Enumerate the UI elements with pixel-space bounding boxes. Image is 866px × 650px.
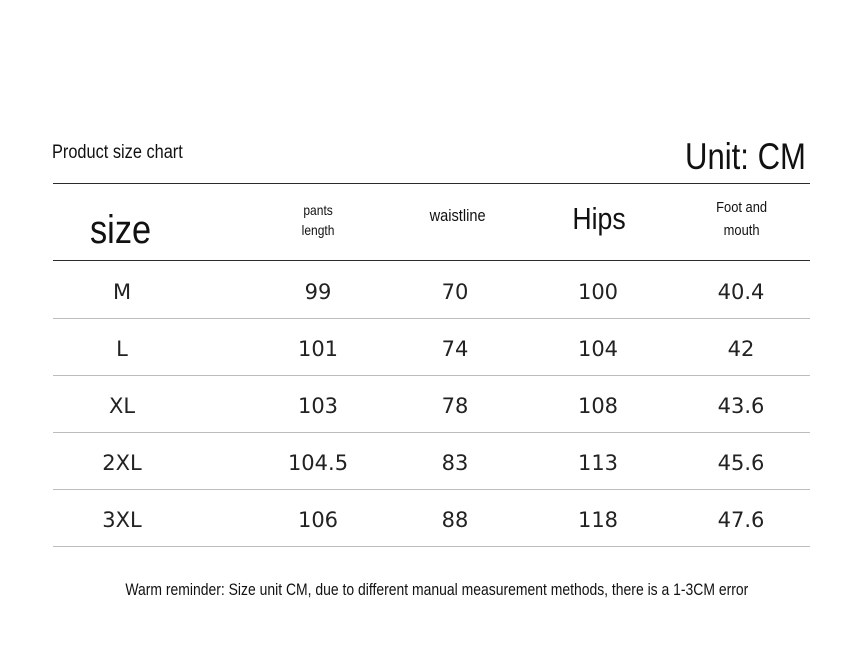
header-hips bbox=[544, 184, 654, 261]
page-title: Product size chart bbox=[52, 142, 183, 163]
hips-cell: 100 bbox=[577, 280, 619, 304]
table-row bbox=[53, 490, 810, 547]
foot-mouth-cell: 42 bbox=[727, 337, 755, 361]
table-row bbox=[53, 376, 810, 433]
table-row bbox=[53, 262, 810, 319]
hips-cell: 104 bbox=[577, 337, 619, 361]
table-row bbox=[53, 433, 810, 490]
table-row bbox=[53, 319, 810, 376]
header-hips-label: Hips bbox=[572, 200, 626, 236]
hips-cell: 108 bbox=[577, 394, 619, 418]
size-cell: M bbox=[112, 280, 132, 304]
size-cell: XL bbox=[108, 394, 136, 418]
warm-reminder bbox=[0, 580, 866, 600]
pants-length-cell: 103 bbox=[297, 394, 339, 418]
warm-reminder-text: Warm reminder: Size unit CM, due to different manual measurement methods, there is a 1-3CM error bbox=[125, 580, 749, 599]
waistline-cell: 88 bbox=[441, 508, 469, 532]
waistline-cell: 78 bbox=[441, 394, 469, 418]
header-foot-mouth bbox=[692, 184, 792, 261]
pants-length-cell: 101 bbox=[297, 337, 339, 361]
pants-length-cell: 99 bbox=[304, 280, 332, 304]
foot-mouth-cell: 47.6 bbox=[717, 508, 765, 532]
header-bottom-rule bbox=[53, 260, 810, 261]
header-pants-length bbox=[268, 184, 368, 261]
header-waistline bbox=[400, 184, 516, 261]
hips-cell: 118 bbox=[577, 508, 619, 532]
foot-mouth-cell: 45.6 bbox=[717, 451, 765, 475]
size-cell: 2XL bbox=[102, 451, 142, 475]
pants-length-cell: 104.5 bbox=[287, 451, 349, 475]
unit-label: Unit: CM bbox=[685, 136, 806, 177]
header-size-label: size bbox=[90, 208, 152, 252]
header-waistline-label: waistline bbox=[429, 205, 487, 225]
pants-length-cell: 106 bbox=[297, 508, 339, 532]
foot-mouth-cell: 40.4 bbox=[717, 280, 765, 304]
size-cell: 3XL bbox=[102, 508, 142, 532]
hips-cell: 113 bbox=[577, 451, 619, 475]
waistline-cell: 74 bbox=[441, 337, 469, 361]
row-divider bbox=[53, 546, 810, 547]
header-size bbox=[66, 184, 176, 261]
size-cell: L bbox=[116, 337, 128, 361]
header-pants-length-label: pants length bbox=[301, 201, 335, 238]
header-foot-mouth-label: Foot and mouth bbox=[716, 198, 768, 239]
foot-mouth-cell: 43.6 bbox=[717, 394, 765, 418]
waistline-cell: 83 bbox=[441, 451, 469, 475]
waistline-cell: 70 bbox=[441, 280, 469, 304]
